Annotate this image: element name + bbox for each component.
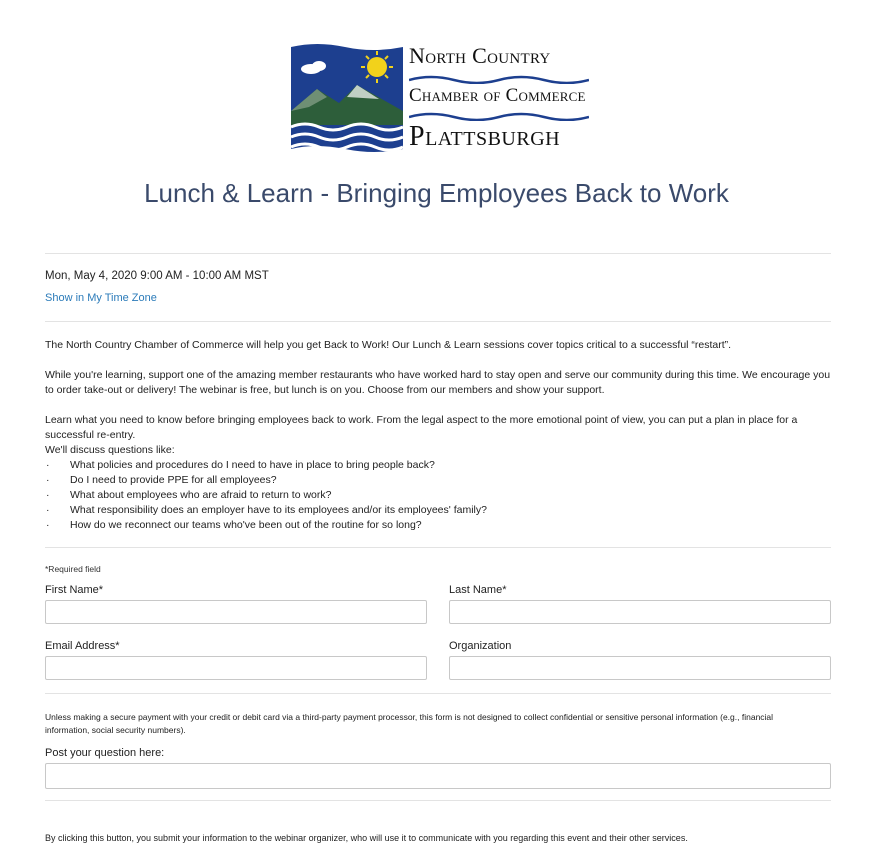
- first-name-label: First Name*: [45, 584, 104, 596]
- required-field-note: *Required field: [45, 564, 101, 574]
- event-datetime: Mon, May 4, 2020 9:00 AM - 10:00 AM MST: [45, 270, 269, 282]
- chamber-logo: [287, 41, 589, 153]
- privacy-notice: Unless making a secure payment with your credit or debit card via a third-party payment processor, this form is not designed to collect confidential or sensitive personal information (e.g., financial information, social security numbers).: [45, 712, 774, 735]
- description-paragraph: We'll discuss questions like:: [45, 444, 175, 456]
- chamber-logo-icon: [287, 41, 403, 153]
- organization-input[interactable]: [449, 656, 831, 680]
- description-paragraph: While you're learning, support one of the amazing member restaurants who have worked hard to stay open and serve our community during this time. We encourage you to order take-out or delivery! The webinar is free, but lunch is on you. Choose from our members and show your support.: [45, 369, 831, 396]
- wave-divider-icon: [409, 74, 589, 84]
- email-label: Email Address*: [45, 640, 120, 652]
- logo-line-1: North Country: [409, 43, 551, 68]
- list-item: · Do I need to provide PPE for all employees?: [46, 474, 277, 486]
- last-name-label: Last Name*: [449, 584, 507, 596]
- description-paragraph: Learn what you need to know before bringing employees back to work. From the legal aspect to the more emotional point of view, you can put a plan in place for a successful re-entry.: [45, 414, 798, 441]
- list-item: · What responsibility does an employer have to its employees and/or its employees' family?: [46, 504, 487, 516]
- divider: [45, 693, 831, 694]
- list-item: · What about employees who are afraid to return to work?: [46, 489, 332, 501]
- logo-wordmark: [409, 41, 589, 153]
- question-list: [45, 458, 835, 533]
- logo-line-3: Plattsburgh: [409, 121, 561, 152]
- divider: [45, 547, 831, 548]
- logo-line-2: Chamber of Commerce: [409, 85, 586, 106]
- question-label: Post your question here:: [45, 747, 165, 759]
- divider: [45, 321, 831, 322]
- show-in-my-time-zone-link[interactable]: Show in My Time Zone: [45, 292, 157, 304]
- first-name-input[interactable]: [45, 600, 427, 624]
- description-paragraph: The North Country Chamber of Commerce will help you get Back to Work! Our Lunch & Learn sessions cover topics critical to a successful “restart”.: [45, 339, 732, 351]
- email-input[interactable]: [45, 656, 427, 680]
- list-item: · What policies and procedures do I need to have in place to bring people back?: [46, 459, 435, 471]
- last-name-input[interactable]: [449, 600, 831, 624]
- event-description: [45, 338, 835, 533]
- consent-note: By clicking this button, you submit your information to the webinar organizer, who will use it to communicate with you regarding this event and their other services.: [45, 833, 688, 843]
- divider: [45, 800, 831, 801]
- divider: [45, 253, 831, 254]
- event-title: Lunch & Learn - Bringing Employees Back to Work: [144, 178, 729, 208]
- list-item: · How do we reconnect our teams who've been out of the routine for so long?: [46, 519, 422, 531]
- organization-label: Organization: [449, 640, 512, 652]
- wave-divider-icon: [409, 111, 589, 121]
- question-input[interactable]: [45, 763, 831, 789]
